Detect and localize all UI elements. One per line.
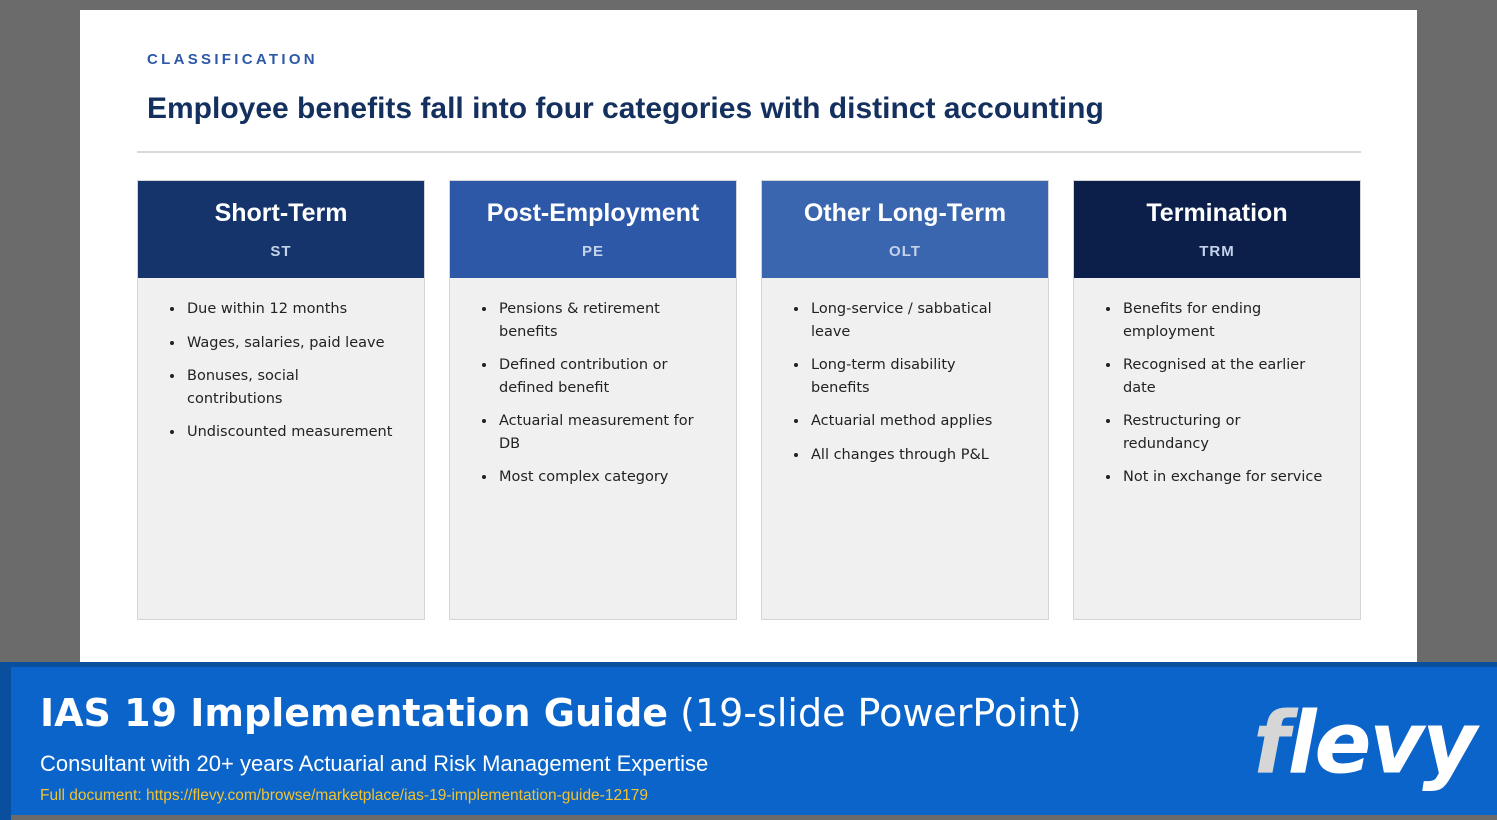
card-name: Short-Term [214,199,348,227]
list-item: • Due within 12 months [185,298,394,321]
card-code: PE [581,243,604,260]
list-item: • Actuarial measurement for DB [497,410,706,455]
list-item: • Wages, salaries, paid leave [185,332,394,355]
card-short-term [137,180,425,620]
card-name: Other Long-Term [803,199,1007,227]
card-name: Termination [1146,199,1288,227]
card-code: OLT [889,243,921,260]
list-item: • Benefits for ending employment [1121,298,1330,343]
card-list [450,278,736,489]
list-item: • Restructuring or redundancy [1121,410,1330,455]
document-title-detail: (19-slide PowerPoint) [680,691,1082,735]
card-other-long-term [761,180,1049,620]
list-item: • Not in exchange for service [1121,466,1330,489]
list-item: • Undiscounted measurement [185,421,394,444]
list-item: • Long-service / sabbatical leave [809,298,1018,343]
list-item: • Long-term disability benefits [809,354,1018,399]
slide [80,10,1417,670]
slide-title: Employee benefits fall into four categories with distinct accounting [147,92,1104,125]
logo-first-letter: f [1253,693,1288,793]
document-subtitle: Consultant with 20+ years Actuarial and Risk Management Expertise [40,751,709,776]
footer-edge [0,667,11,820]
list-item: • Pensions & retirement benefits [497,298,706,343]
card-code: ST [270,243,292,260]
card-list [762,278,1048,466]
flevy-logo [1253,693,1475,793]
document-title-main: IAS 19 Implementation Guide [40,691,669,735]
list-item: • Actuarial method applies [809,410,1018,433]
card-name: Post-Employment [486,199,700,227]
card-header [1074,181,1360,278]
list-item: • Recognised at the earlier date [1121,354,1330,399]
document-link[interactable]: Full document: https://flevy.com/browse/marketplace/ias-19-implementation-guide-12179 [40,787,648,804]
logo-rest: levy [1287,693,1475,793]
card-header [138,181,424,278]
card-header [450,181,736,278]
list-item: • All changes through P&L [809,444,1018,467]
section-label: CLASSIFICATION [147,51,318,68]
document-title [40,691,1082,735]
list-item: • Most complex category [497,466,706,489]
list-item: • Bonuses, social contributions [185,365,394,410]
card-list [1074,278,1360,489]
card-header [762,181,1048,278]
title-divider [137,151,1361,153]
card-termination [1073,180,1361,620]
list-item: • Defined contribution or defined benefit [497,354,706,399]
document-footer-banner [0,662,1497,815]
card-post-employment [449,180,737,620]
card-code: TRM [1199,243,1235,260]
card-list [138,278,424,444]
